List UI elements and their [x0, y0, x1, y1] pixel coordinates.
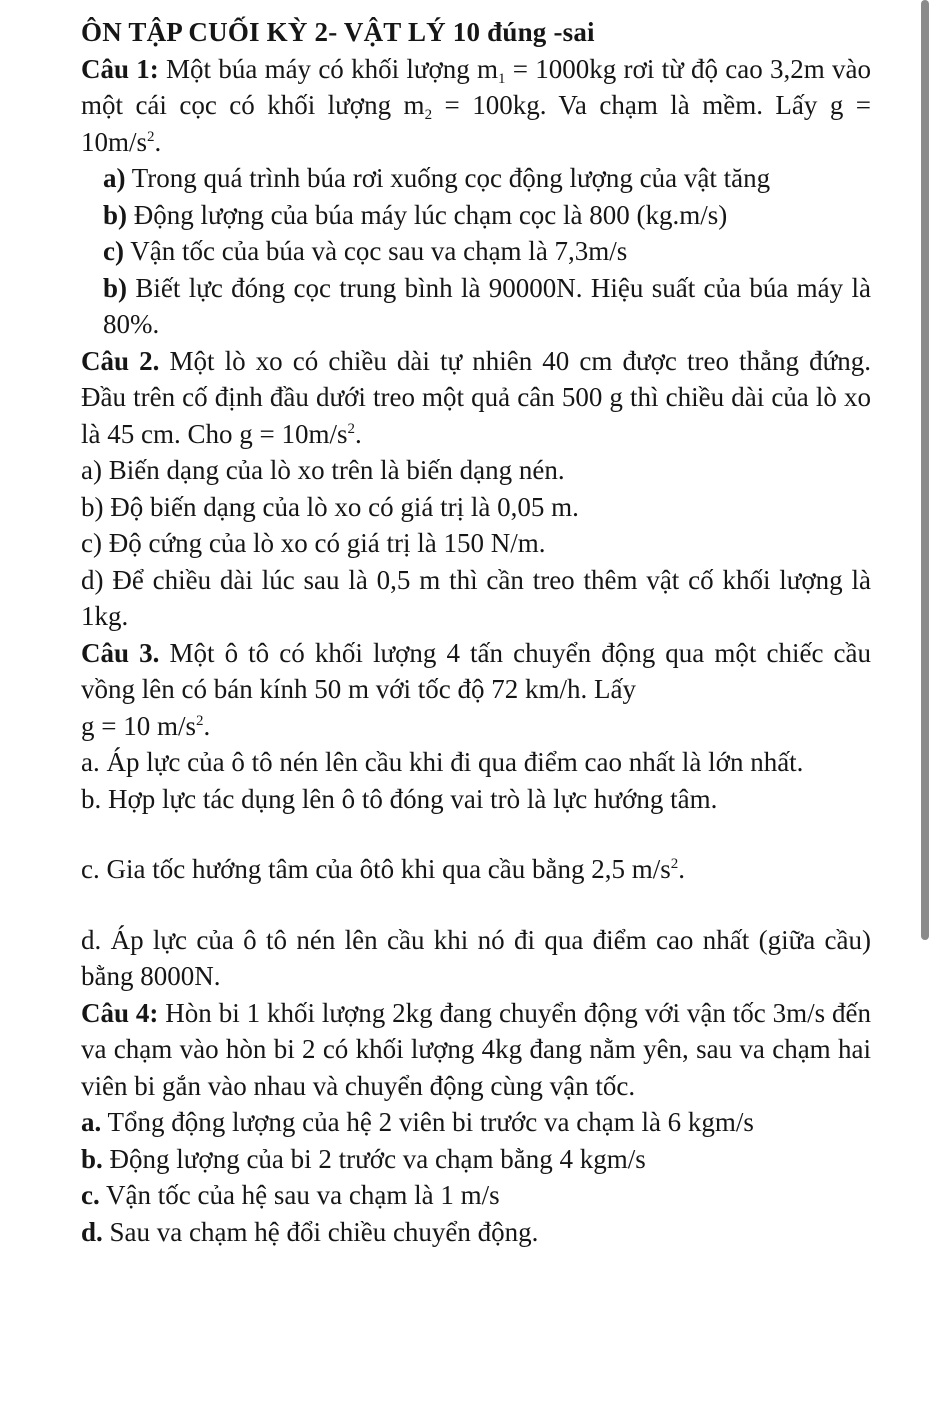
question-3-option-c: c. Gia tốc hướng tâm của ôtô khi qua cầu bằng 2,5 $m/s^2$.	[81, 854, 686, 884]
question-3-option-d: d. Áp lực của ô tô nén lên cầu khi nó đi qua điểm cao nhất (giữa cầu) bằng 8000N.	[81, 924, 871, 991]
document-body	[81, 14, 871, 1250]
question-1-option-d: b) Biết lực đóng cọc trung bình là 90000N. Hiệu suất của búa máy là 80%.	[103, 272, 871, 339]
acceleration-formula: 2,5 $m/s^2$	[591, 854, 679, 884]
g-formula: $g = 10m/s^2$	[81, 90, 872, 157]
question-3-option-b: b. Hợp lực tác dụng lên ô tô đóng vai trò là lực hướng tâm.	[81, 783, 718, 814]
question-4-option-b: b. Động lượng của bi 2 trước va chạm bằng 4 kgm/s	[81, 1143, 646, 1174]
question-4-option-d: d. Sau va chạm hệ đổi chiều chuyển động.	[81, 1216, 539, 1247]
question-2-option-a: a) Biến dạng của lò xo trên là biến dạng nén.	[81, 455, 565, 485]
m1-formula: $m_1 = 1000kg$	[477, 53, 617, 87]
question-4-label: Câu 4:	[81, 997, 159, 1028]
question-1-label: Câu 1:	[81, 53, 159, 84]
vertical-scrollbar[interactable]	[921, 0, 929, 940]
question-1-stem: Câu 1: Một búa máy có khối lượng $m_1 = 1000kg$ rơi từ độ cao 3,2m vào một cái cọc có khối lượng $m_2 = 100kg$. Va chạm là mềm. Lấy $g = 10m/s^2$.	[81, 53, 872, 157]
g-formula: g = 10 $m/s^2$	[81, 710, 204, 741]
question-4-option-c: c. Vận tốc của hệ sau va chạm là 1 m/s	[81, 1180, 500, 1210]
question-4-stem: Câu 4: Hòn bi 1 khối lượng 2kg đang chuyển động với vận tốc 3m/s đến va chạm vào hòn bi 2 có khối lượng 4kg đang nằm yên, sau va chạm hai viên bi gắn vào nhau và chuyển động cùng vận tốc.	[81, 997, 871, 1101]
question-3-label: Câu 3.	[81, 637, 160, 668]
question-1-option-a: a) Trong quá trình búa rơi xuống cọc động lượng của vật tăng	[103, 163, 771, 193]
question-4-option-a: a. Tổng động lượng của hệ 2 viên bi trước va chạm là 6 kgm/s	[81, 1107, 754, 1137]
question-2-stem: Câu 2. Một lò xo có chiều dài tự nhiên 40 cm được treo thẳng đứng. Đầu trên cố định đầu dưới treo một quả cân 500 g thì chiều dài của lò xo là 45 cm. Cho $g = 10m/s^2$.	[81, 345, 872, 449]
question-1-option-c: c) Vận tốc của búa và cọc sau va chạm là 7,3m/s	[103, 236, 628, 266]
question-1-option-b: b) Động lượng của búa máy lúc chạm cọc là 800 (kg.m/s)	[103, 199, 728, 230]
question-2-option-c: c) Độ cứng của lò xo có giá trị là 150 N/m.	[81, 528, 546, 558]
question-2-option-b: b) Độ biến dạng của lò xo có giá trị là 0,05 m.	[81, 491, 579, 522]
question-3-stem: Câu 3. Một ô tô có khối lượng 4 tấn chuyển động qua một chiếc cầu vồng lên có bán kính 50 m với tốc độ 72 km/h. Lấy g = 10 $m/s^2$.	[81, 637, 872, 741]
question-2-label: Câu 2.	[81, 345, 160, 376]
g-formula: $g = 10m/s^2$	[239, 418, 355, 449]
question-2-option-d: d) Để chiều dài lúc sau là 0,5 m thì cần treo thêm vật cố khối lượng là 1kg.	[81, 564, 871, 631]
page-title: ÔN TẬP CUỐI KỲ 2- VẬT LÝ 10 đúng -sai	[81, 17, 595, 47]
question-3-option-a: a. Áp lực của ô tô nén lên cầu khi đi qua điểm cao nhất là lớn nhất.	[81, 747, 804, 777]
m2-formula: $m_2 = 100kg$	[403, 90, 540, 123]
